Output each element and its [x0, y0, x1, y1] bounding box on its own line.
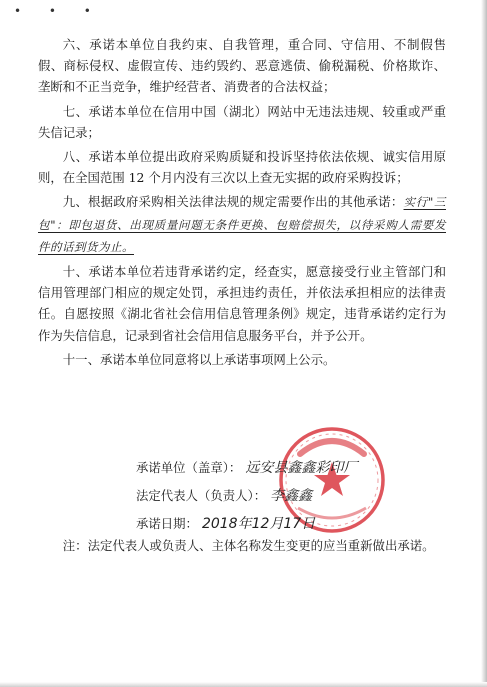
clause-6: 六、承诺本单位自我约束、自我管理，重合同、守信用、不制假售假、商标侵权、虚假宣传、违约毁约、恶意逃债、偷税漏税、价格欺诈、垄断和不正当竞争，维护经营者、消费者的合法权益； [38, 37, 446, 95]
date-handwritten: 2018年12月17日 [201, 516, 316, 532]
page-edge-shadow [481, 0, 487, 687]
date-label: 承诺日期： [136, 516, 198, 531]
representative-row [136, 482, 357, 510]
date-row [136, 510, 357, 538]
page-bottom-shadow [0, 682, 487, 687]
unit-label: 承诺单位（盖章）： [136, 460, 242, 475]
clause-9-intro: 九、根据政府采购相关法律法规的规定需要作出的其他承诺： [62, 194, 404, 210]
footnote: 注：法定代表人或负责人、主体名称发生变更的应当重新做出承诺。 [62, 538, 435, 553]
clause-10: 十、承诺本单位若违背承诺约定，经查实，愿意接受行业主管部门和信用管理部门相应的规定处罚，承担违约责任，并依法承担相应的法律责任。自愿按照《湖北省社会信用信息管理条例》规定，违背承诺约定行为作为失信信息，记录到省社会信用信息服务平台，并予公开。 [38, 264, 446, 343]
clause-9-handwritten: 实行"三包"：即包退货、出现质量问题无条件更换、包赔偿损失，以待采购人需要发件的话到货为止。 [38, 195, 447, 254]
representative-signature: 李鑫鑫 [270, 488, 313, 504]
scan-marks: • • • [14, 4, 103, 18]
clause-9 [38, 191, 446, 258]
clause-8: 八、承诺本单位提出政府采购质疑和投诉坚持依法依规、诚实信用原则，在全国范围 12 个月内没有三次以上查无实据的政府采购投诉； [38, 149, 446, 186]
clause-7: 七、承诺本单位在信用中国（湖北）网站中无违法违规、较重或严重失信记录； [38, 103, 446, 140]
unit-handwritten: 远安县鑫鑫彩印厂 [245, 460, 358, 476]
signature-block [136, 454, 357, 538]
unit-row [136, 454, 357, 482]
representative-label: 法定代表人（负责人）： [136, 488, 267, 503]
clause-11: 十一、承诺本单位同意将以上承诺事项网上公示。 [62, 351, 336, 367]
document-body [38, 34, 446, 370]
